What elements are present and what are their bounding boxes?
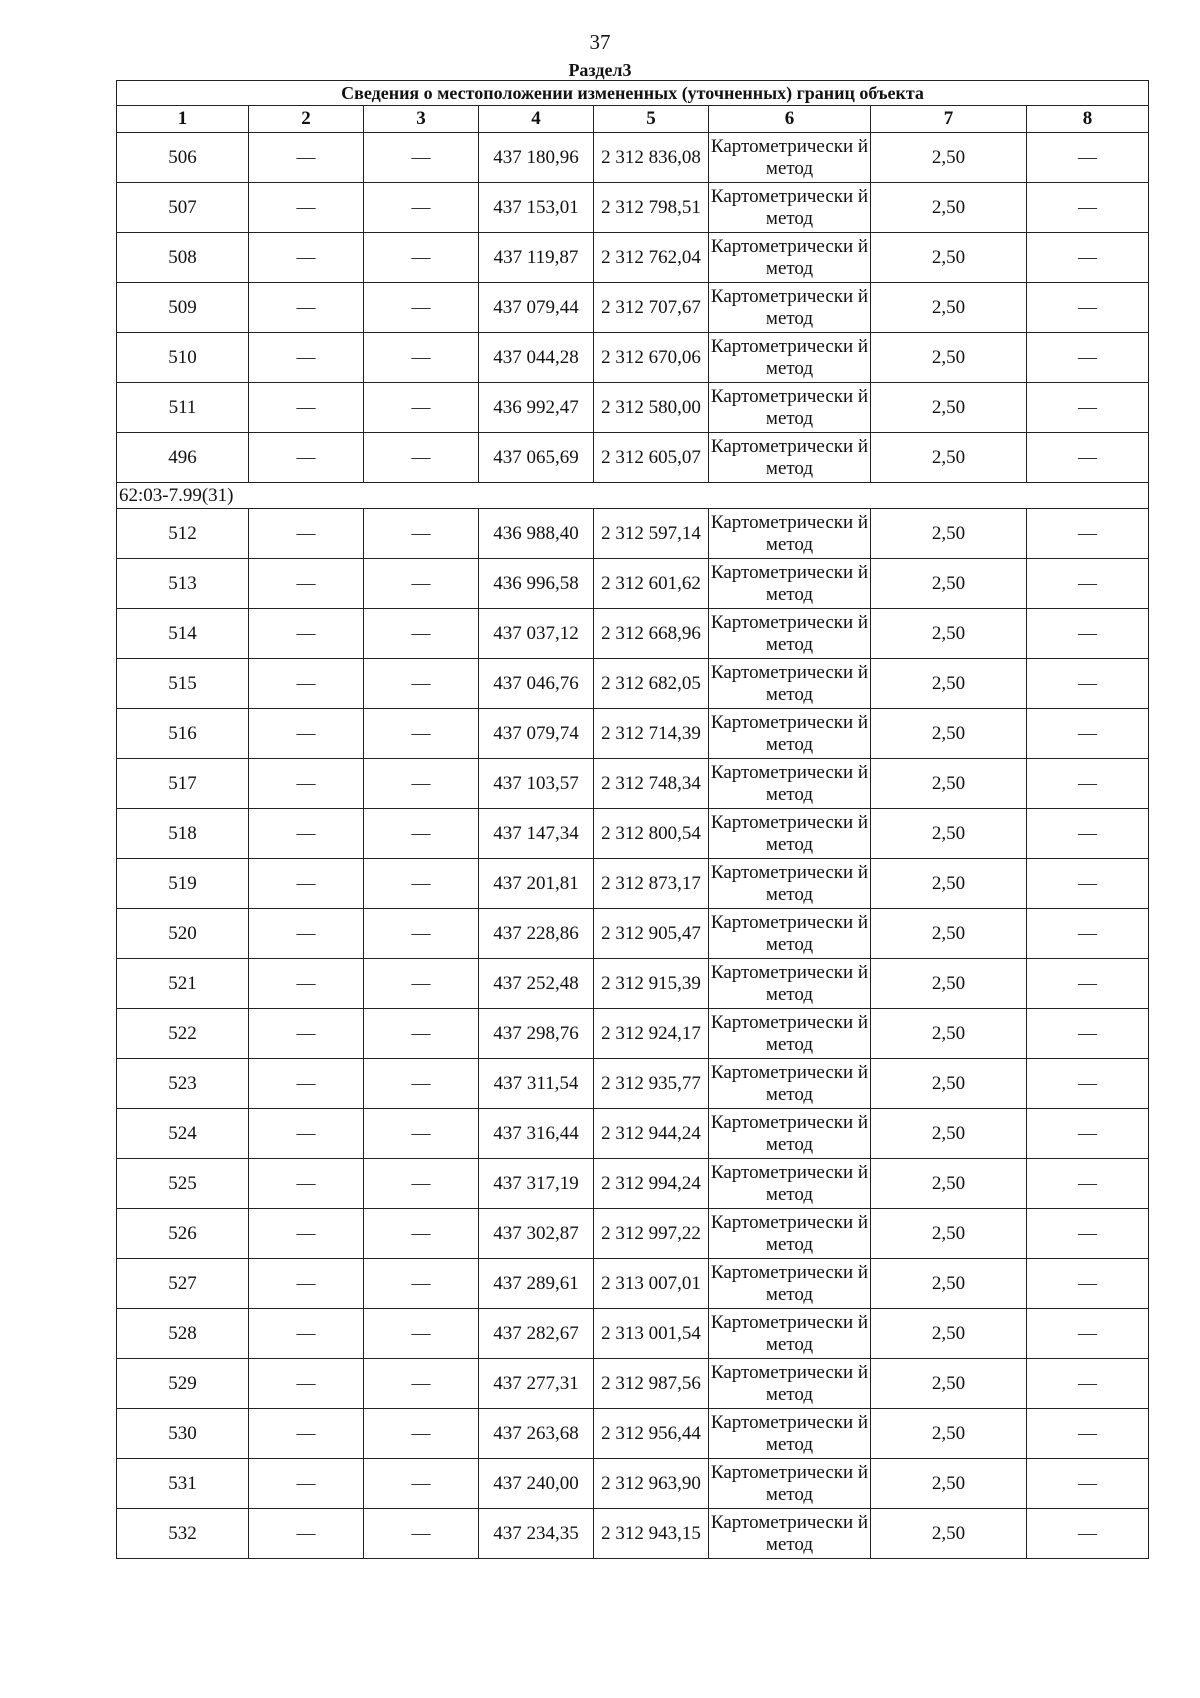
point-number: 507 xyxy=(117,183,249,233)
point-number: 520 xyxy=(117,909,249,959)
description-cell: — xyxy=(1027,1159,1149,1209)
old-x-cell: — xyxy=(249,1059,364,1109)
new-x-cell: 437 147,34 xyxy=(479,809,594,859)
table-row xyxy=(117,1409,1149,1459)
new-y-cell: 2 312 924,17 xyxy=(594,1009,709,1059)
old-x-cell: — xyxy=(249,233,364,283)
precision-cell: 2,50 xyxy=(871,709,1027,759)
old-y-cell: — xyxy=(364,1409,479,1459)
new-x-cell: 437 289,61 xyxy=(479,1259,594,1309)
method-cell: Картометрически й метод xyxy=(709,1459,871,1509)
old-x-cell: — xyxy=(249,1009,364,1059)
point-number: 530 xyxy=(117,1409,249,1459)
precision-cell: 2,50 xyxy=(871,609,1027,659)
description-cell: — xyxy=(1027,1109,1149,1159)
point-number: 526 xyxy=(117,1209,249,1259)
old-y-cell: — xyxy=(364,959,479,1009)
description-cell: — xyxy=(1027,659,1149,709)
old-y-cell: — xyxy=(364,1309,479,1359)
description-cell: — xyxy=(1027,233,1149,283)
precision-cell: 2,50 xyxy=(871,1309,1027,1359)
table-row xyxy=(117,1459,1149,1509)
table-row xyxy=(117,1059,1149,1109)
new-x-cell: 437 316,44 xyxy=(479,1109,594,1159)
old-y-cell: — xyxy=(364,909,479,959)
precision-cell: 2,50 xyxy=(871,333,1027,383)
point-number: 521 xyxy=(117,959,249,1009)
description-cell: — xyxy=(1027,1059,1149,1109)
table-row xyxy=(117,383,1149,433)
new-x-cell: 436 988,40 xyxy=(479,509,594,559)
group-label: 62:03-7.99(31) xyxy=(117,483,1149,509)
old-x-cell: — xyxy=(249,1259,364,1309)
table-row xyxy=(117,609,1149,659)
new-x-cell: 436 996,58 xyxy=(479,559,594,609)
new-x-cell: 437 228,86 xyxy=(479,909,594,959)
point-number: 519 xyxy=(117,859,249,909)
precision-cell: 2,50 xyxy=(871,133,1027,183)
old-x-cell: — xyxy=(249,509,364,559)
old-y-cell: — xyxy=(364,1459,479,1509)
old-y-cell: — xyxy=(364,1209,479,1259)
point-number: 518 xyxy=(117,809,249,859)
old-y-cell: — xyxy=(364,383,479,433)
new-x-cell: 437 240,00 xyxy=(479,1459,594,1509)
precision-cell: 2,50 xyxy=(871,1059,1027,1109)
new-x-cell: 437 311,54 xyxy=(479,1059,594,1109)
method-cell: Картометрически й метод xyxy=(709,133,871,183)
method-cell: Картометрически й метод xyxy=(709,1259,871,1309)
old-y-cell: — xyxy=(364,709,479,759)
new-y-cell: 2 313 001,54 xyxy=(594,1309,709,1359)
table-row xyxy=(117,133,1149,183)
point-number: 522 xyxy=(117,1009,249,1059)
table-row xyxy=(117,1309,1149,1359)
method-cell: Картометрически й метод xyxy=(709,1009,871,1059)
description-cell: — xyxy=(1027,1209,1149,1259)
new-y-cell: 2 312 956,44 xyxy=(594,1409,709,1459)
table-row xyxy=(117,909,1149,959)
old-x-cell: — xyxy=(249,433,364,483)
old-y-cell: — xyxy=(364,183,479,233)
new-x-cell: 436 992,47 xyxy=(479,383,594,433)
old-y-cell: — xyxy=(364,1059,479,1109)
old-y-cell: — xyxy=(364,509,479,559)
description-cell: — xyxy=(1027,433,1149,483)
old-x-cell: — xyxy=(249,959,364,1009)
old-y-cell: — xyxy=(364,1509,479,1559)
old-x-cell: — xyxy=(249,609,364,659)
new-y-cell: 2 312 605,07 xyxy=(594,433,709,483)
new-x-cell: 437 037,12 xyxy=(479,609,594,659)
method-cell: Картометрически й метод xyxy=(709,383,871,433)
new-x-cell: 437 317,19 xyxy=(479,1159,594,1209)
precision-cell: 2,50 xyxy=(871,383,1027,433)
new-y-cell: 2 312 601,62 xyxy=(594,559,709,609)
old-y-cell: — xyxy=(364,609,479,659)
table-row xyxy=(117,559,1149,609)
precision-cell: 2,50 xyxy=(871,1209,1027,1259)
description-cell: — xyxy=(1027,1309,1149,1359)
description-cell: — xyxy=(1027,709,1149,759)
table-row xyxy=(117,333,1149,383)
method-cell: Картометрически й метод xyxy=(709,1509,871,1559)
point-number: 531 xyxy=(117,1459,249,1509)
precision-cell: 2,50 xyxy=(871,559,1027,609)
old-y-cell: — xyxy=(364,283,479,333)
description-cell: — xyxy=(1027,283,1149,333)
new-y-cell: 2 312 987,56 xyxy=(594,1359,709,1409)
table-row xyxy=(117,959,1149,1009)
precision-cell: 2,50 xyxy=(871,909,1027,959)
new-y-cell: 2 312 668,96 xyxy=(594,609,709,659)
new-y-cell: 2 312 915,39 xyxy=(594,959,709,1009)
precision-cell: 2,50 xyxy=(871,283,1027,333)
column-header-8: 8 xyxy=(1027,106,1149,133)
description-cell: — xyxy=(1027,1509,1149,1559)
point-number: 516 xyxy=(117,709,249,759)
table-row xyxy=(117,433,1149,483)
page-number: 37 xyxy=(589,30,611,54)
old-y-cell: — xyxy=(364,759,479,809)
description-cell: — xyxy=(1027,809,1149,859)
new-x-cell: 437 044,28 xyxy=(479,333,594,383)
new-x-cell: 437 277,31 xyxy=(479,1359,594,1409)
old-y-cell: — xyxy=(364,659,479,709)
new-y-cell: 2 312 935,77 xyxy=(594,1059,709,1109)
old-y-cell: — xyxy=(364,433,479,483)
old-y-cell: — xyxy=(364,1359,479,1409)
column-header-7: 7 xyxy=(871,106,1027,133)
method-cell: Картометрически й метод xyxy=(709,609,871,659)
method-cell: Картометрически й метод xyxy=(709,1059,871,1109)
old-x-cell: — xyxy=(249,183,364,233)
new-y-cell: 2 312 714,39 xyxy=(594,709,709,759)
point-number: 512 xyxy=(117,509,249,559)
new-x-cell: 437 065,69 xyxy=(479,433,594,483)
description-cell: — xyxy=(1027,383,1149,433)
method-cell: Картометрически й метод xyxy=(709,433,871,483)
table-row xyxy=(117,1359,1149,1409)
new-x-cell: 437 282,67 xyxy=(479,1309,594,1359)
precision-cell: 2,50 xyxy=(871,759,1027,809)
table-row xyxy=(117,1259,1149,1309)
point-number: 511 xyxy=(117,383,249,433)
table-row xyxy=(117,809,1149,859)
new-y-cell: 2 312 963,90 xyxy=(594,1459,709,1509)
precision-cell: 2,50 xyxy=(871,183,1027,233)
description-cell: — xyxy=(1027,333,1149,383)
table-row xyxy=(117,283,1149,333)
old-x-cell: — xyxy=(249,333,364,383)
new-y-cell: 2 312 748,34 xyxy=(594,759,709,809)
old-x-cell: — xyxy=(249,809,364,859)
table-row xyxy=(117,1109,1149,1159)
point-number: 510 xyxy=(117,333,249,383)
old-y-cell: — xyxy=(364,1159,479,1209)
precision-cell: 2,50 xyxy=(871,1259,1027,1309)
new-x-cell: 437 201,81 xyxy=(479,859,594,909)
description-cell: — xyxy=(1027,1259,1149,1309)
method-cell: Картометрически й метод xyxy=(709,1159,871,1209)
method-cell: Картометрически й метод xyxy=(709,1409,871,1459)
point-number: 523 xyxy=(117,1059,249,1109)
method-cell: Картометрически й метод xyxy=(709,1359,871,1409)
point-number: 525 xyxy=(117,1159,249,1209)
section-label: Раздел3 xyxy=(568,60,632,80)
description-cell: — xyxy=(1027,759,1149,809)
method-cell: Картометрически й метод xyxy=(709,809,871,859)
table-row xyxy=(117,759,1149,809)
table-row xyxy=(117,509,1149,559)
old-x-cell: — xyxy=(249,133,364,183)
description-cell: — xyxy=(1027,1459,1149,1509)
method-cell: Картометрически й метод xyxy=(709,283,871,333)
description-cell: — xyxy=(1027,909,1149,959)
method-cell: Картометрически й метод xyxy=(709,709,871,759)
method-cell: Картометрически й метод xyxy=(709,909,871,959)
old-y-cell: — xyxy=(364,333,479,383)
precision-cell: 2,50 xyxy=(871,1459,1027,1509)
precision-cell: 2,50 xyxy=(871,1509,1027,1559)
table-row xyxy=(117,659,1149,709)
new-x-cell: 437 079,44 xyxy=(479,283,594,333)
method-cell: Картометрически й метод xyxy=(709,759,871,809)
new-y-cell: 2 312 943,15 xyxy=(594,1509,709,1559)
new-x-cell: 437 252,48 xyxy=(479,959,594,1009)
old-y-cell: — xyxy=(364,559,479,609)
old-x-cell: — xyxy=(249,1209,364,1259)
table-row xyxy=(117,1209,1149,1259)
point-number: 524 xyxy=(117,1109,249,1159)
point-number: 529 xyxy=(117,1359,249,1409)
precision-cell: 2,50 xyxy=(871,1009,1027,1059)
new-x-cell: 437 153,01 xyxy=(479,183,594,233)
boundary-coordinates-table xyxy=(116,80,1149,1559)
new-y-cell: 2 312 580,00 xyxy=(594,383,709,433)
precision-cell: 2,50 xyxy=(871,509,1027,559)
method-cell: Картометрически й метод xyxy=(709,333,871,383)
precision-cell: 2,50 xyxy=(871,233,1027,283)
new-y-cell: 2 313 007,01 xyxy=(594,1259,709,1309)
point-number: 517 xyxy=(117,759,249,809)
new-y-cell: 2 312 994,24 xyxy=(594,1159,709,1209)
new-y-cell: 2 312 798,51 xyxy=(594,183,709,233)
new-y-cell: 2 312 997,22 xyxy=(594,1209,709,1259)
precision-cell: 2,50 xyxy=(871,659,1027,709)
old-x-cell: — xyxy=(249,1359,364,1409)
description-cell: — xyxy=(1027,859,1149,909)
old-y-cell: — xyxy=(364,133,479,183)
point-number: 506 xyxy=(117,133,249,183)
point-number: 532 xyxy=(117,1509,249,1559)
precision-cell: 2,50 xyxy=(871,433,1027,483)
point-number: 496 xyxy=(117,433,249,483)
old-x-cell: — xyxy=(249,659,364,709)
method-cell: Картометрически й метод xyxy=(709,959,871,1009)
old-y-cell: — xyxy=(364,1259,479,1309)
method-cell: Картометрически й метод xyxy=(709,1309,871,1359)
table-row xyxy=(117,1009,1149,1059)
new-y-cell: 2 312 836,08 xyxy=(594,133,709,183)
description-cell: — xyxy=(1027,183,1149,233)
column-header-6: 6 xyxy=(709,106,871,133)
description-cell: — xyxy=(1027,959,1149,1009)
old-x-cell: — xyxy=(249,383,364,433)
point-number: 513 xyxy=(117,559,249,609)
new-y-cell: 2 312 873,17 xyxy=(594,859,709,909)
old-x-cell: — xyxy=(249,759,364,809)
new-x-cell: 437 263,68 xyxy=(479,1409,594,1459)
new-x-cell: 437 298,76 xyxy=(479,1009,594,1059)
column-header-2: 2 xyxy=(249,106,364,133)
point-number: 509 xyxy=(117,283,249,333)
old-x-cell: — xyxy=(249,1159,364,1209)
description-cell: — xyxy=(1027,559,1149,609)
old-x-cell: — xyxy=(249,1509,364,1559)
precision-cell: 2,50 xyxy=(871,1409,1027,1459)
precision-cell: 2,50 xyxy=(871,859,1027,909)
new-y-cell: 2 312 707,67 xyxy=(594,283,709,333)
old-x-cell: — xyxy=(249,709,364,759)
method-cell: Картометрически й метод xyxy=(709,509,871,559)
old-x-cell: — xyxy=(249,859,364,909)
new-y-cell: 2 312 944,24 xyxy=(594,1109,709,1159)
table-row xyxy=(117,1159,1149,1209)
method-cell: Картометрически й метод xyxy=(709,233,871,283)
precision-cell: 2,50 xyxy=(871,1109,1027,1159)
column-header-4: 4 xyxy=(479,106,594,133)
old-x-cell: — xyxy=(249,1459,364,1509)
method-cell: Картометрически й метод xyxy=(709,1109,871,1159)
precision-cell: 2,50 xyxy=(871,959,1027,1009)
new-x-cell: 437 302,87 xyxy=(479,1209,594,1259)
point-number: 527 xyxy=(117,1259,249,1309)
new-x-cell: 437 180,96 xyxy=(479,133,594,183)
method-cell: Картометрически й метод xyxy=(709,859,871,909)
precision-cell: 2,50 xyxy=(871,1359,1027,1409)
new-x-cell: 437 119,87 xyxy=(479,233,594,283)
description-cell: — xyxy=(1027,1009,1149,1059)
new-y-cell: 2 312 597,14 xyxy=(594,509,709,559)
table-row xyxy=(117,233,1149,283)
point-number: 508 xyxy=(117,233,249,283)
old-x-cell: — xyxy=(249,559,364,609)
old-x-cell: — xyxy=(249,1309,364,1359)
table-title: Сведения о местоположении измененных (уточненных) границ объекта xyxy=(117,81,1149,106)
old-x-cell: — xyxy=(249,1409,364,1459)
description-cell: — xyxy=(1027,609,1149,659)
precision-cell: 2,50 xyxy=(871,1159,1027,1209)
old-y-cell: — xyxy=(364,1109,479,1159)
table-row xyxy=(117,709,1149,759)
method-cell: Картометрически й метод xyxy=(709,1209,871,1259)
method-cell: Картометрически й метод xyxy=(709,659,871,709)
description-cell: — xyxy=(1027,509,1149,559)
description-cell: — xyxy=(1027,1359,1149,1409)
old-x-cell: — xyxy=(249,909,364,959)
description-cell: — xyxy=(1027,1409,1149,1459)
point-number: 514 xyxy=(117,609,249,659)
new-y-cell: 2 312 905,47 xyxy=(594,909,709,959)
old-x-cell: — xyxy=(249,1109,364,1159)
description-cell: — xyxy=(1027,133,1149,183)
point-number: 515 xyxy=(117,659,249,709)
new-y-cell: 2 312 670,06 xyxy=(594,333,709,383)
precision-cell: 2,50 xyxy=(871,809,1027,859)
method-cell: Картометрически й метод xyxy=(709,559,871,609)
old-y-cell: — xyxy=(364,809,479,859)
table-row xyxy=(117,1509,1149,1559)
old-y-cell: — xyxy=(364,233,479,283)
new-y-cell: 2 312 762,04 xyxy=(594,233,709,283)
column-header-5: 5 xyxy=(594,106,709,133)
table-row xyxy=(117,183,1149,233)
new-y-cell: 2 312 682,05 xyxy=(594,659,709,709)
column-header-1: 1 xyxy=(117,106,249,133)
new-x-cell: 437 103,57 xyxy=(479,759,594,809)
column-header-3: 3 xyxy=(364,106,479,133)
old-y-cell: — xyxy=(364,1009,479,1059)
table-row xyxy=(117,859,1149,909)
new-y-cell: 2 312 800,54 xyxy=(594,809,709,859)
method-cell: Картометрически й метод xyxy=(709,183,871,233)
old-y-cell: — xyxy=(364,859,479,909)
new-x-cell: 437 046,76 xyxy=(479,659,594,709)
new-x-cell: 437 234,35 xyxy=(479,1509,594,1559)
new-x-cell: 437 079,74 xyxy=(479,709,594,759)
old-x-cell: — xyxy=(249,283,364,333)
point-number: 528 xyxy=(117,1309,249,1359)
group-row xyxy=(117,483,1149,509)
